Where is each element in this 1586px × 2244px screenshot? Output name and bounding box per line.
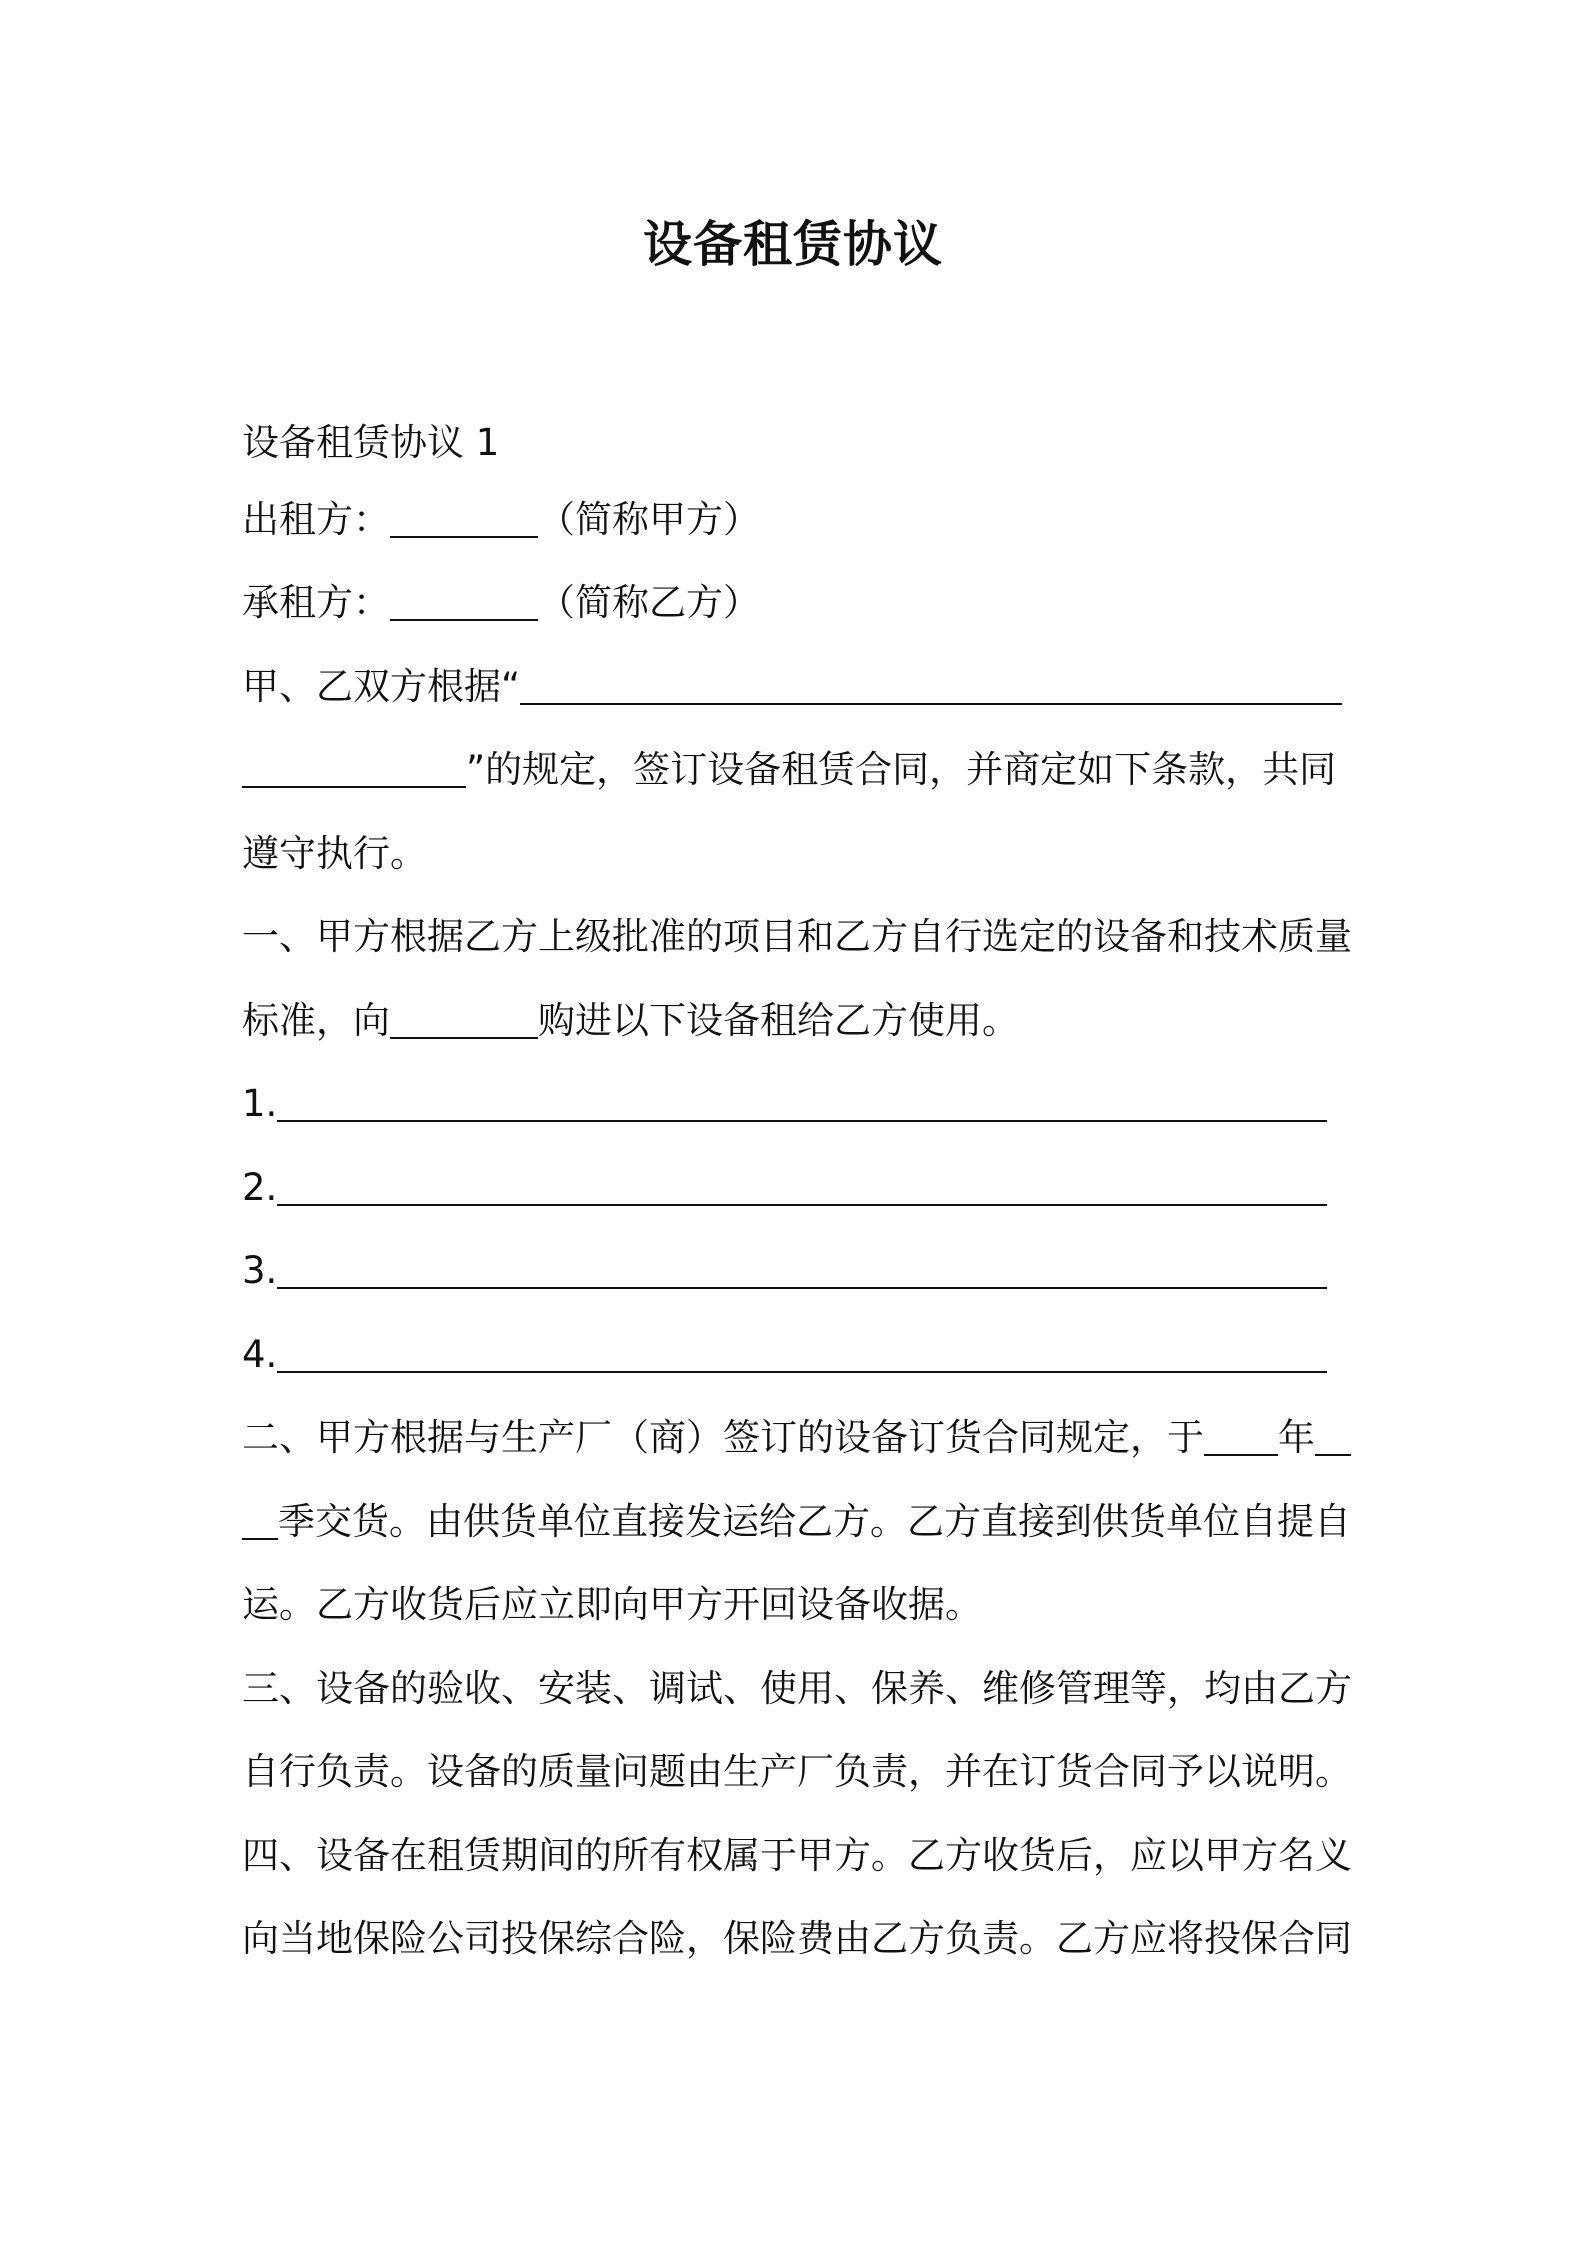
preamble-end: 遵守执行。 bbox=[242, 832, 427, 875]
equipment-item-3 bbox=[242, 1241, 1327, 1301]
lessee-suffix: （简称乙方） bbox=[538, 581, 760, 624]
item-blank[interactable] bbox=[277, 1086, 1327, 1122]
delivery-quarter-blank-1[interactable] bbox=[1315, 1420, 1351, 1456]
regulation-name-blank-2[interactable] bbox=[242, 752, 466, 788]
document-title: 设备租赁协议 bbox=[642, 216, 943, 273]
equipment-item-4 bbox=[242, 1325, 1327, 1385]
clause-1-prefix: 标准，向 bbox=[242, 999, 390, 1042]
clause-2-line-3 bbox=[242, 1575, 982, 1635]
lessor-name-blank[interactable] bbox=[390, 502, 538, 538]
item-blank[interactable] bbox=[277, 1337, 1327, 1373]
item-blank[interactable] bbox=[277, 1170, 1327, 1206]
subtitle-line bbox=[242, 413, 499, 473]
lessor-suffix: （简称甲方） bbox=[538, 498, 760, 541]
clause-1-line-1 bbox=[242, 907, 1352, 967]
preamble-line-3 bbox=[242, 824, 427, 884]
lessor-line bbox=[242, 490, 760, 550]
clause-2-line-1 bbox=[242, 1408, 1351, 1468]
clause-2-year-label: 年 bbox=[1278, 1416, 1315, 1459]
preamble-line-2 bbox=[242, 740, 1336, 800]
preamble-prefix: 甲、乙双方根据“ bbox=[242, 665, 521, 708]
regulation-name-blank-1[interactable] bbox=[520, 669, 1342, 705]
delivery-quarter-blank-2[interactable] bbox=[242, 1504, 278, 1540]
item-blank[interactable] bbox=[277, 1253, 1327, 1289]
item-number: 3. bbox=[242, 1249, 278, 1292]
clause-4-text-2: 向当地保险公司投保综合险，保险费由乙方负责。乙方应将投保合同 bbox=[242, 1917, 1352, 1960]
lessee-label: 承租方： bbox=[242, 581, 390, 624]
clause-3-text-2: 自行负责。设备的质量问题由生产厂负责，并在订货合同予以说明。 bbox=[242, 1750, 1352, 1793]
clause-1-text-1: 一、甲方根据乙方上级批准的项目和乙方自行选定的设备和技术质量 bbox=[242, 915, 1352, 958]
equipment-item-1 bbox=[242, 1074, 1327, 1134]
clause-1-line-2 bbox=[242, 991, 1019, 1051]
clause-4-line-1 bbox=[242, 1826, 1352, 1886]
clause-2-line-2 bbox=[242, 1492, 1351, 1552]
clause-3-line-1 bbox=[242, 1659, 1352, 1719]
clause-4-line-2 bbox=[242, 1909, 1352, 1969]
preamble-suffix: ”的规定，签订设备租赁合同，并商定如下条款，共同 bbox=[466, 748, 1337, 791]
clause-4-text-1: 四、设备在租赁期间的所有权属于甲方。乙方收货后，应以甲方名义 bbox=[242, 1834, 1352, 1877]
item-number: 4. bbox=[242, 1333, 278, 1376]
clause-2-text-3: 运。乙方收货后应立即向甲方开回设备收据。 bbox=[242, 1583, 982, 1626]
preamble-line-1 bbox=[242, 657, 1342, 717]
clause-2-suffix: 季交货。由供货单位直接发运给乙方。乙方直接到供货单位自提自 bbox=[278, 1500, 1351, 1543]
clause-3-text-1: 三、设备的验收、安装、调试、使用、保养、维修管理等，均由乙方 bbox=[242, 1667, 1352, 1710]
clause-1-suffix: 购进以下设备租给乙方使用。 bbox=[538, 999, 1019, 1042]
item-number: 2. bbox=[242, 1166, 278, 1209]
equipment-item-2 bbox=[242, 1158, 1327, 1218]
supplier-blank[interactable] bbox=[390, 1003, 538, 1039]
clause-2-prefix: 二、甲方根据与生产厂（商）签订的设备订货合同规定，于 bbox=[242, 1416, 1204, 1459]
item-number: 1. bbox=[242, 1082, 278, 1125]
delivery-year-blank[interactable] bbox=[1204, 1420, 1278, 1456]
lessee-line bbox=[242, 573, 760, 633]
lessee-name-blank[interactable] bbox=[390, 585, 538, 621]
clause-3-line-2 bbox=[242, 1742, 1352, 1802]
lessor-label: 出租方： bbox=[242, 498, 390, 541]
subtitle-text: 设备租赁协议 1 bbox=[242, 421, 500, 464]
